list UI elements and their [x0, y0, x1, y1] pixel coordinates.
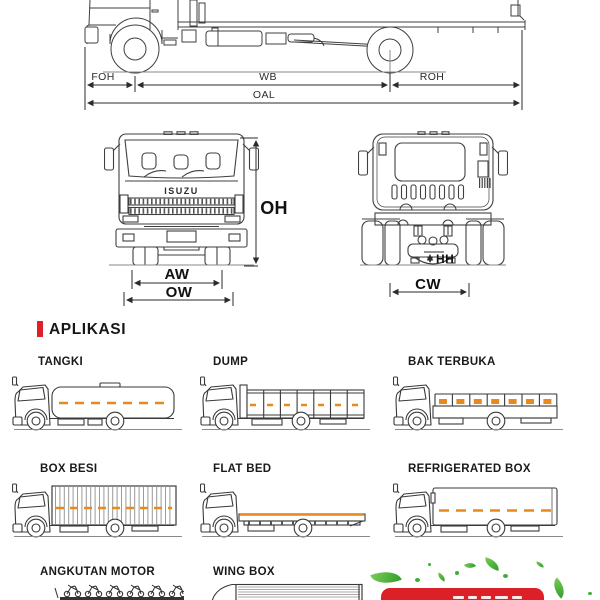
cta-text-top-sliver — [481, 596, 491, 599]
cta-text-top-sliver — [512, 596, 522, 599]
section-accent-bar — [37, 321, 43, 337]
box-besi-illustration — [12, 479, 184, 541]
dim-label-wb: WB — [259, 71, 277, 83]
dim-label-roh: ROH — [419, 71, 445, 83]
dump-illustration — [200, 372, 372, 434]
dim-label-oal: OAL — [252, 89, 276, 101]
cab-rear-view-drawing — [358, 131, 508, 269]
cab-front-view-drawing — [104, 131, 259, 269]
tangki-illustration — [12, 372, 184, 434]
application-label-refrigerated-box: REFRIGERATED BOX — [408, 463, 531, 475]
application-label-box-besi: BOX BESI — [40, 463, 98, 475]
dim-label-oh: OH — [260, 198, 288, 218]
cta-button[interactable] — [381, 588, 544, 600]
dim-label-cw: CW — [415, 276, 441, 293]
application-label-tangki: TANGKI — [38, 356, 84, 368]
wing-box-illustration — [200, 582, 372, 600]
application-label-wing-box: WING BOX — [213, 566, 275, 578]
application-label-dump: DUMP — [213, 356, 249, 368]
cta-text-top-sliver — [495, 596, 508, 599]
cta-text-top-sliver — [453, 596, 464, 599]
application-label-bak-terbuka: BAK TERBUKA — [408, 356, 496, 368]
grille-logo-text: ISUZU — [164, 186, 199, 196]
section-title: APLIKASI — [49, 321, 127, 338]
dim-label-ow: OW — [165, 284, 193, 301]
refrigerated-box-illustration — [393, 479, 565, 541]
application-label-flat-bed: FLAT BED — [213, 463, 272, 475]
dim-label-hh: HH — [436, 252, 455, 266]
application-label-angkutan-motor: ANGKUTAN MOTOR — [40, 566, 155, 578]
flat-bed-illustration — [200, 479, 372, 541]
chassis-side-view-drawing — [78, 0, 528, 78]
angkutan-motor-illustration — [12, 582, 184, 600]
bak-terbuka-illustration — [393, 372, 565, 434]
dim-label-aw: AW — [164, 266, 190, 283]
dim-label-foh: FOH — [91, 71, 115, 83]
cta-text-top-sliver — [468, 596, 477, 599]
